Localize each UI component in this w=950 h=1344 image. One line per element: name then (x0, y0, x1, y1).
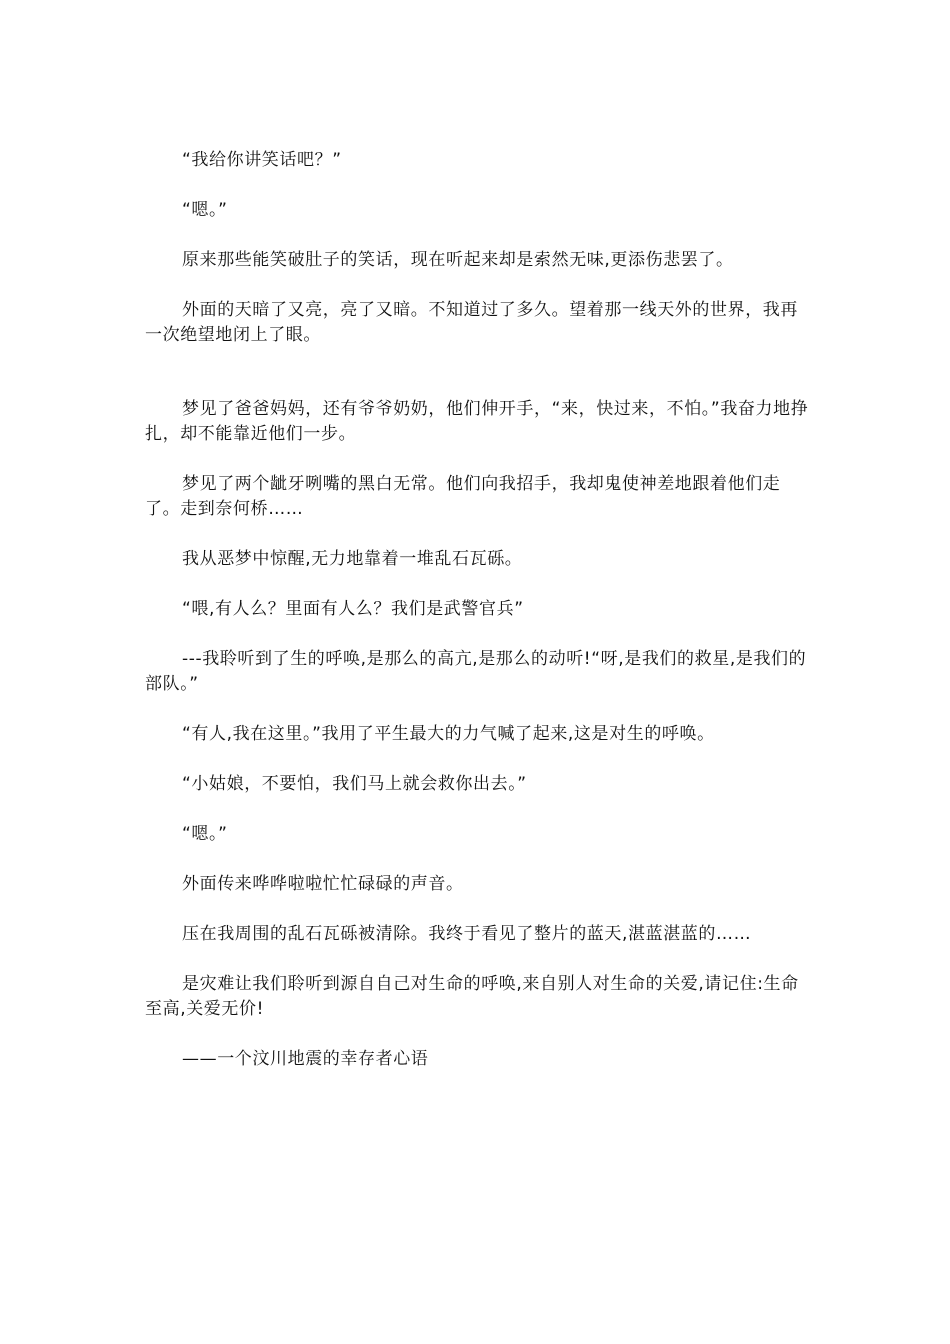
paragraph: ---我聆听到了生的呼唤,是那么的高亢,是那么的动听!“呀,是我们的救星,是我们的部队。” (145, 649, 807, 694)
paragraph: 原来那些能笑破肚子的笑话，现在听起来却是索然无味,更添伤悲罢了。 (182, 250, 734, 270)
paragraph: “我给你讲笑话吧？” (182, 150, 342, 170)
paragraph: “喂,有人么？里面有人么？我们是武警官兵” (182, 599, 524, 619)
signature-line: ——一个汶川地震的幸存者心语 (182, 1049, 429, 1069)
paragraph: “嗯。” (182, 824, 228, 844)
paragraph: 压在我周围的乱石瓦砾被清除。我终于看见了整片的蓝天,湛蓝湛蓝的…… (182, 924, 752, 944)
paragraph: 我从恶梦中惊醒,无力地靠着一堆乱石瓦砾。 (182, 549, 523, 569)
paragraph: 外面传来哗哗啦啦忙忙碌碌的声音。 (182, 874, 464, 894)
document-body (145, 148, 813, 1072)
paragraph: “小姑娘，不要怕，我们马上就会救你出去。” (182, 774, 527, 794)
paragraph: 外面的天暗了又亮，亮了又暗。不知道过了多久。望着那一线天外的世界，我再一次绝望地闭上了眼。 (145, 300, 798, 345)
paragraph: 梦见了两个龇牙咧嘴的黑白无常。他们向我招手，我却鬼使神差地跟着他们走了。走到奈何桥…… (145, 474, 781, 519)
paragraph: “嗯。” (182, 200, 228, 220)
paragraph: 梦见了爸爸妈妈，还有爷爷奶奶，他们伸开手，“来，快过来，不怕。”我奋力地挣扎，却不能靠近他们一步。 (145, 399, 809, 444)
paragraph: “有人,我在这里。”我用了平生最大的力气喊了起来,这是对生的呼唤。 (182, 724, 715, 744)
paragraph: 是灾难让我们聆听到源自自己对生命的呼唤,来自别人对生命的关爱,请记住:生命至高,关爱无价! (145, 974, 799, 1019)
